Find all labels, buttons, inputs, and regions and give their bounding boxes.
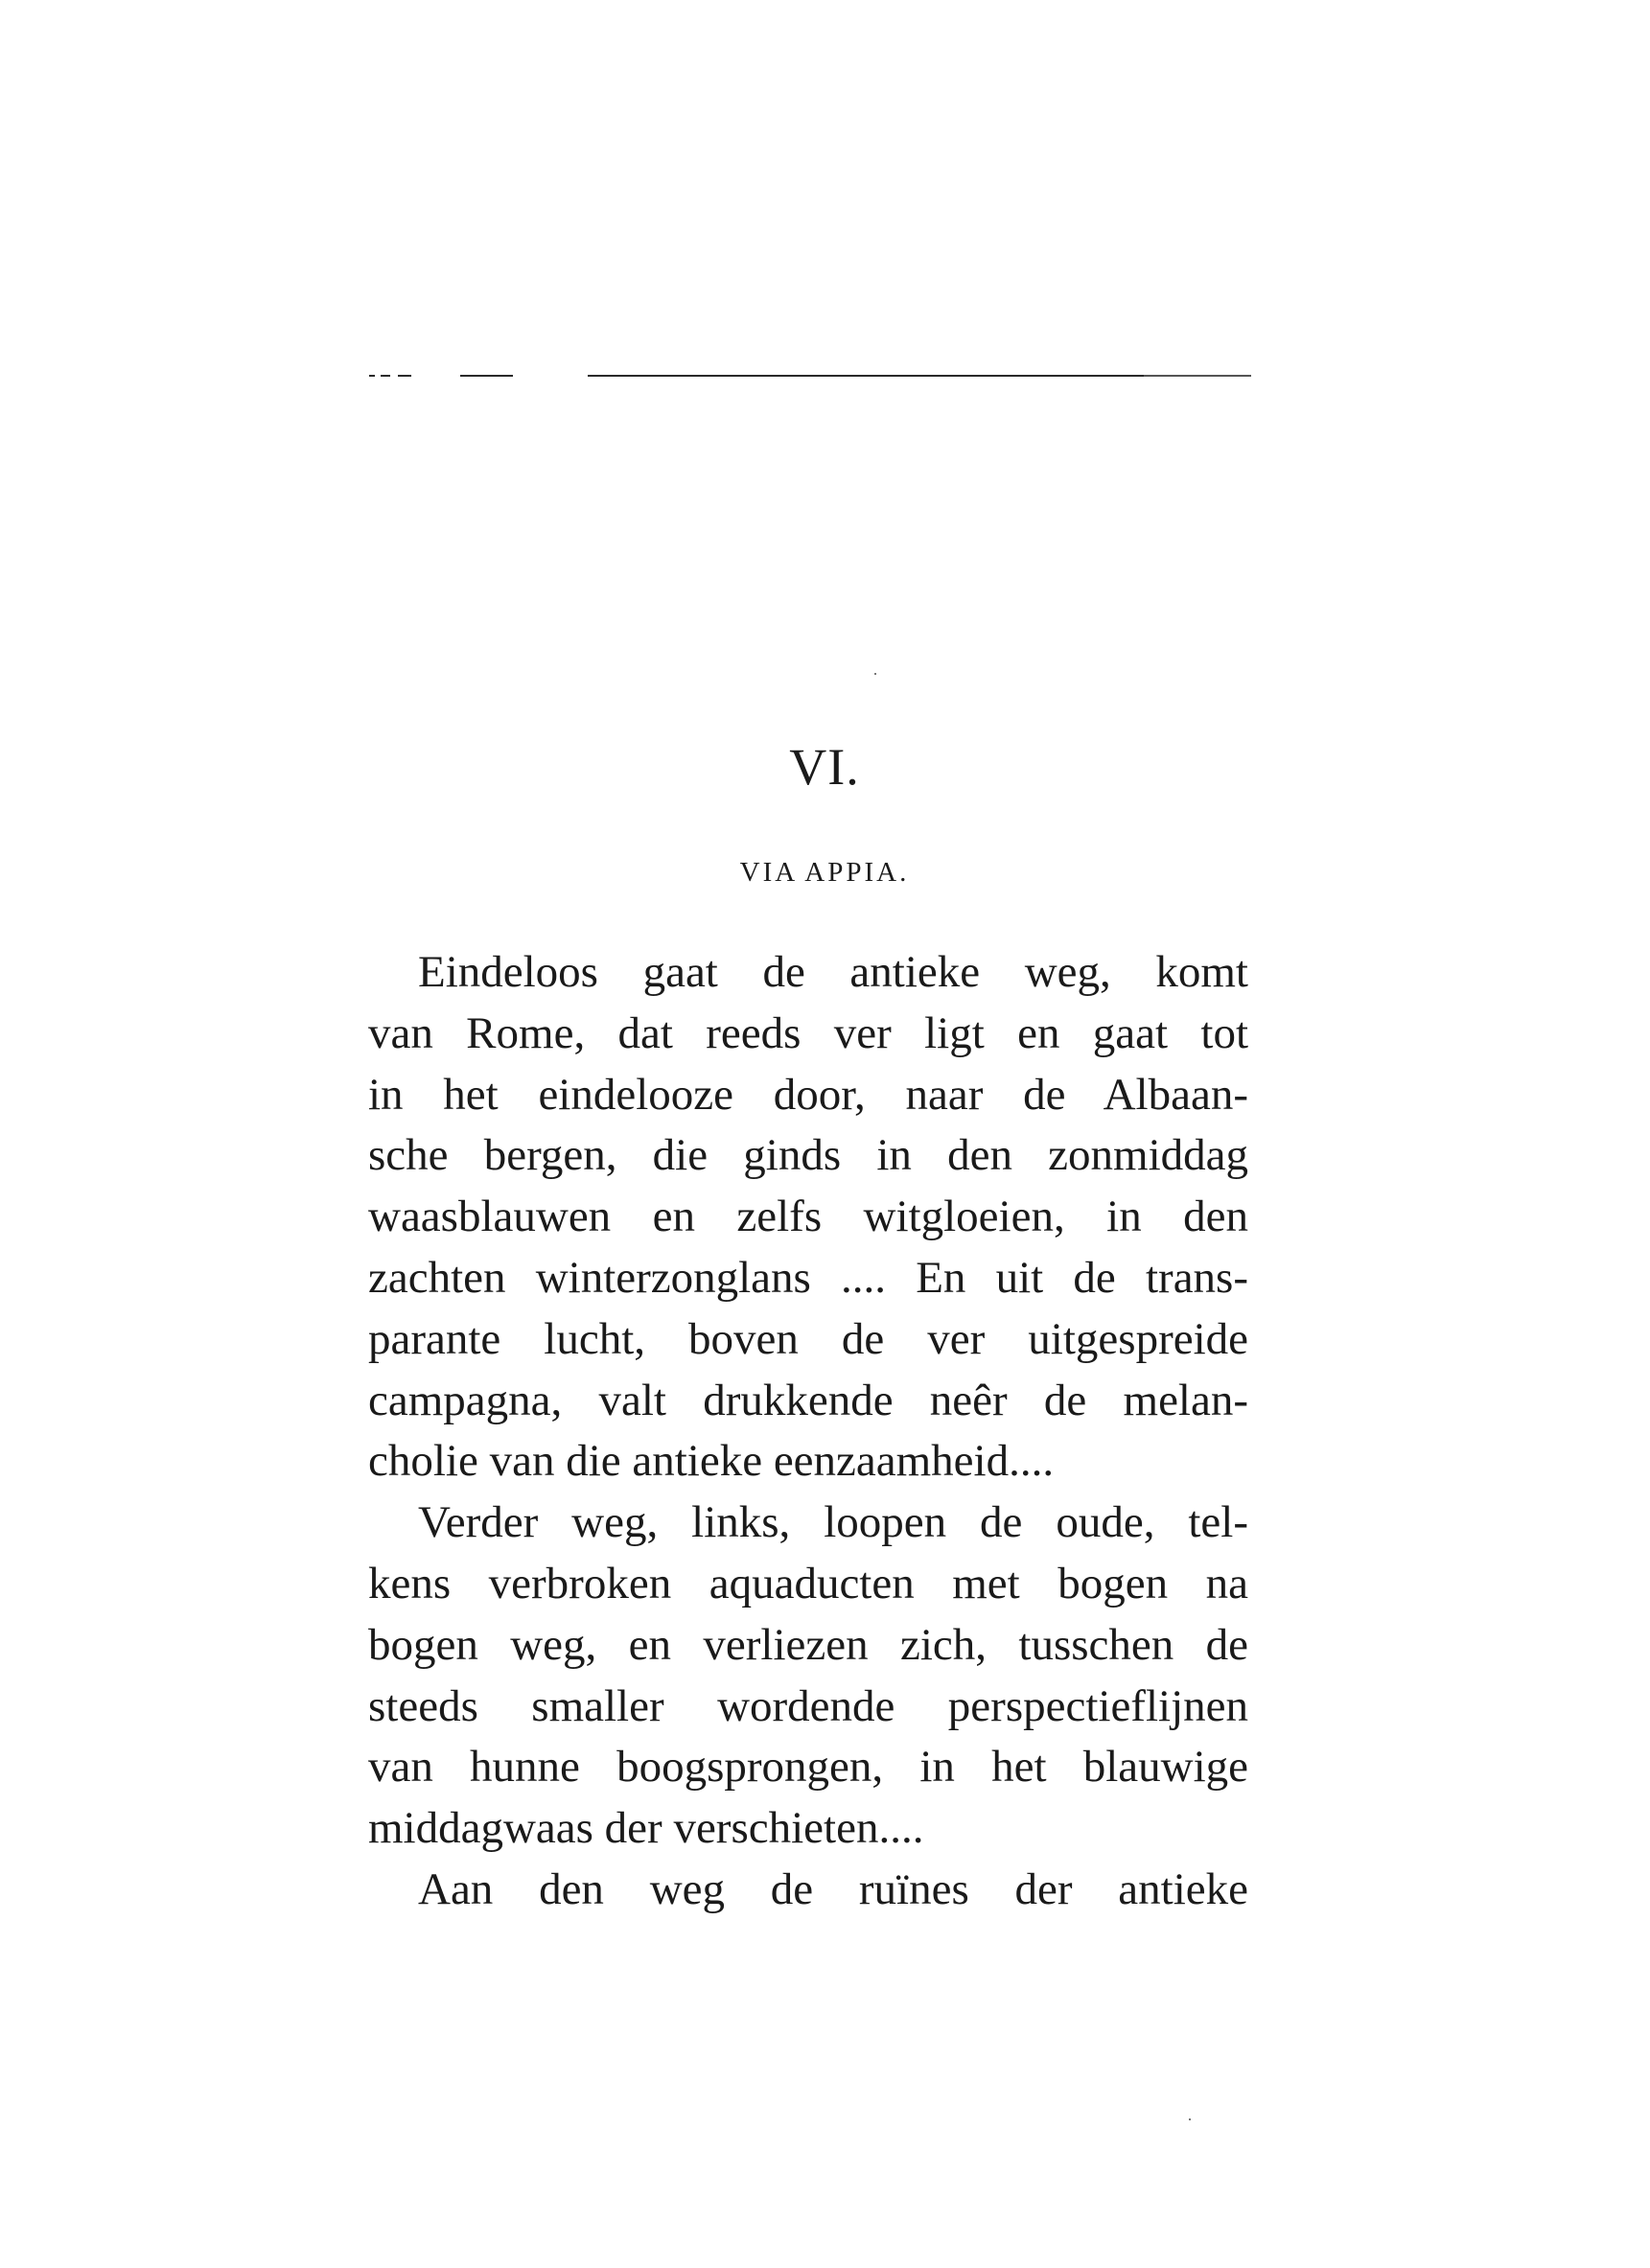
- header-rule: [369, 375, 1251, 378]
- chapter-number: VI.: [789, 738, 860, 796]
- scan-speck: [874, 673, 876, 675]
- text-line: van hunne boogsprongen, in het blauwige: [368, 1742, 1248, 1793]
- text-line: sche bergen, die ginds in den zonmiddag: [368, 1130, 1248, 1181]
- text-line: middagwaas der verschieten....: [368, 1803, 924, 1854]
- scan-speck: [1189, 2118, 1191, 2120]
- text-line: kens verbroken aquaducten met bogen na: [368, 1558, 1248, 1608]
- text-line: Verder weg, links, loopen de oude, tel-: [418, 1497, 1248, 1548]
- text-line: steeds smaller wordende perspectieflijnen: [368, 1680, 1248, 1731]
- body-text: [368, 942, 1248, 1921]
- text-line: cholie van die antieke eenzaamheid....: [368, 1436, 1055, 1487]
- text-line: campagna, valt drukkende neêr de melan-: [368, 1375, 1248, 1425]
- text-line: bogen weg, en verliezen zich, tusschen de: [368, 1619, 1248, 1670]
- text-line: Aan den weg de ruïnes der antieke: [418, 1863, 1248, 1914]
- text-line: Eindeloos gaat de antieke weg, komt: [418, 947, 1248, 997]
- text-line: zachten winterzonglans .... En uit de trans-: [368, 1252, 1248, 1303]
- text-line: waasblauwen en zelfs witgloeien, in den: [368, 1192, 1248, 1242]
- text-line: parante lucht, boven de ver uitgespreide: [368, 1313, 1248, 1364]
- text-line: in het eindelooze door, naar de Albaan-: [368, 1069, 1248, 1120]
- chapter-title: VIA APPIA.: [739, 857, 910, 888]
- text-line: van Rome, dat reeds ver ligt en gaat tot: [368, 1007, 1248, 1058]
